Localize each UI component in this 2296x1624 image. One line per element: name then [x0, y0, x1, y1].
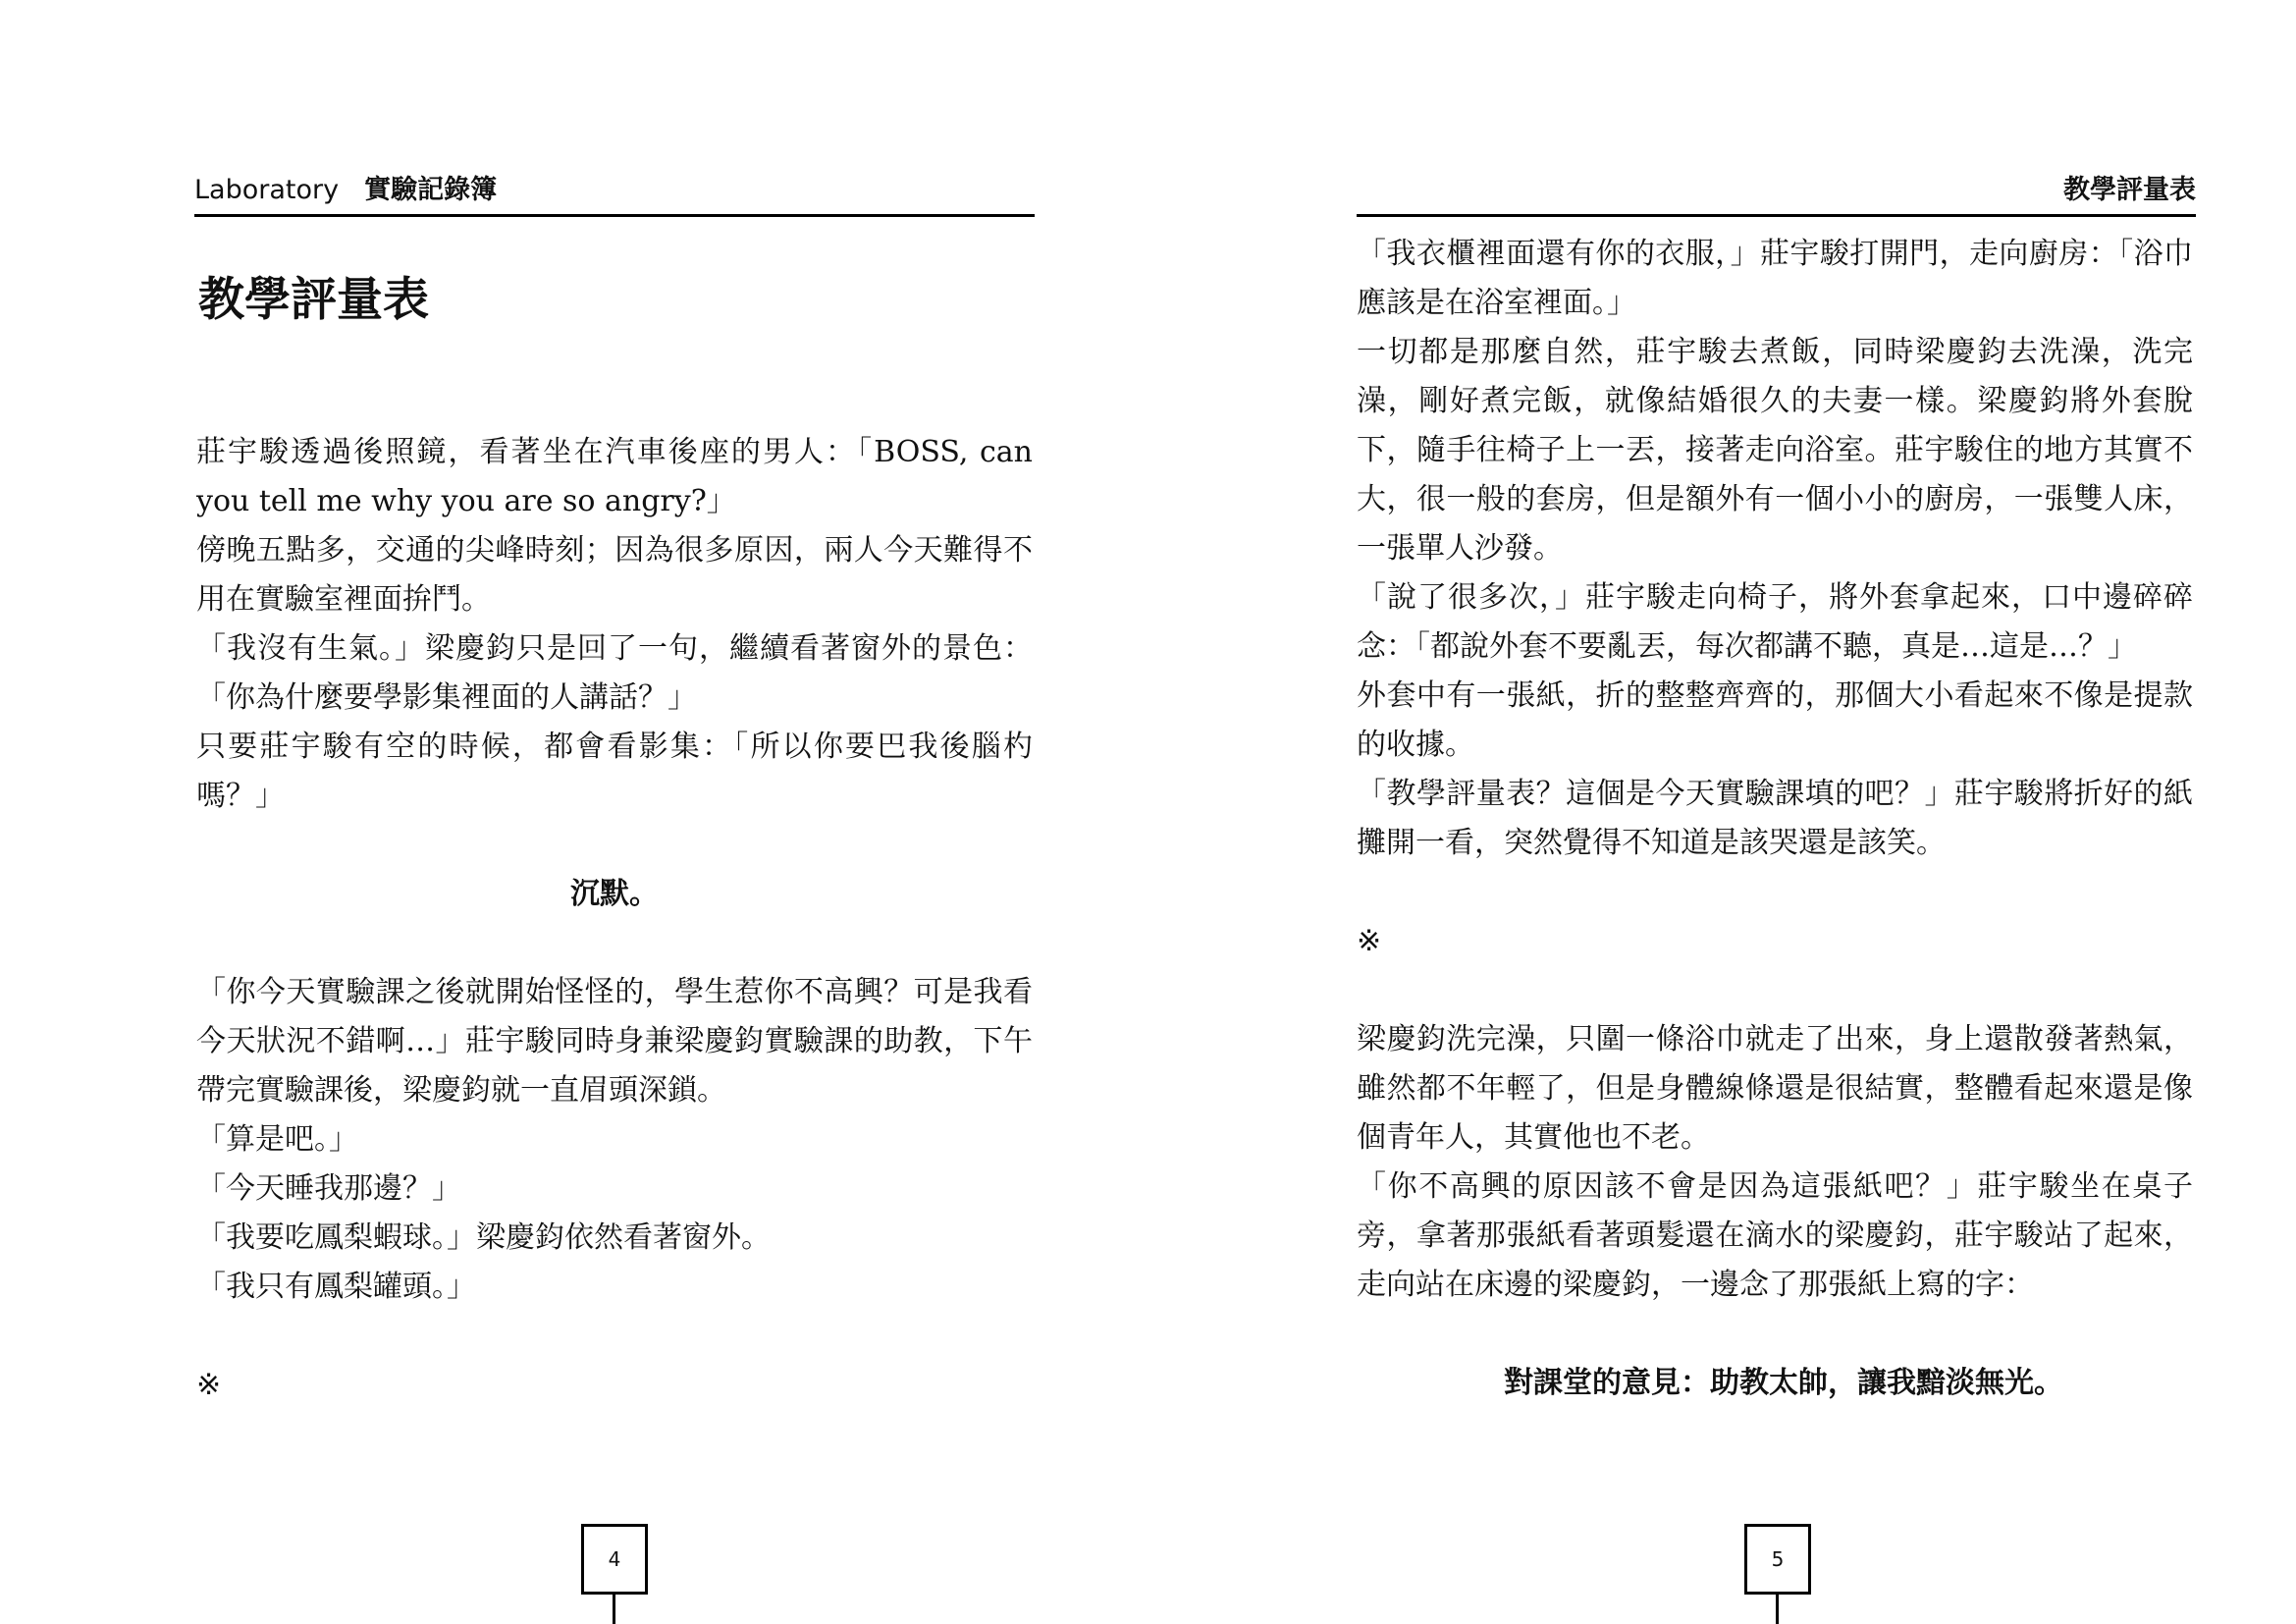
chapter-title: 教學評量表 [198, 273, 429, 327]
paragraph: 莊宇駿透過後照鏡，看著坐在汽車後座的男人：「BOSS, can you tell me why you are so angry?」 [196, 435, 1033, 518]
section-break-mark: ※ [1357, 924, 1382, 958]
paragraph: 「說了很多次，」莊宇駿走向椅子，將外套拿起來，口中邊碎碎念：「都說外套不要亂丟，每次都講不聽，真是…這是…？」 [1357, 580, 2193, 664]
paragraph: 只要莊宇駿有空的時候，都會看影集：「所以你要巴我後腦杓嗎？」 [196, 730, 1033, 813]
paragraph: 「算是吧。」 [196, 1122, 358, 1157]
emphasis-line: 沉默。 [570, 877, 659, 911]
paragraph: 外套中有一張紙，折的整整齊齊的，那個大小看起來不像是提款的收據。 [1357, 678, 2193, 762]
page-number: 4 [581, 1524, 648, 1595]
book-title: 實驗記錄簿 [364, 175, 498, 205]
paragraph: 「你不高興的原因該不會是因為這張紙吧？」莊宇駿坐在桌子旁，拿著那張紙看著頭髮還在滴水的梁慶鈞，莊宇駿站了起來，走向站在床邊的梁慶鈞，一邊念了那張紙上寫的字： [1357, 1169, 2193, 1302]
chapter-running-title: 教學評量表 [2063, 175, 2196, 205]
paragraph: 「教學評量表？這個是今天實驗課填的吧？」莊宇駿將折好的紙攤開一看，突然覺得不知道是該哭還是該笑。 [1357, 777, 2193, 860]
right-page [1148, 0, 2296, 1624]
paragraph: 「今天睡我那邊？」 [196, 1171, 461, 1206]
page-number-stem [1776, 1595, 1779, 1624]
paragraph: 「我衣櫃裡面還有你的衣服，」莊宇駿打開門，走向廚房：「浴巾應該是在浴室裡面。」 [1357, 237, 2193, 320]
paragraph-gap [1357, 868, 2193, 917]
section-break-mark: ※ [196, 1368, 222, 1402]
running-header-left [194, 171, 1035, 217]
paragraph: 一切都是那麼自然，莊宇駿去煮飯，同時梁慶鈞去洗澡，洗完澡，剛好煮完飯，就像結婚很久的夫妻一樣。梁慶鈞將外套脫下，隨手往椅子上一丟，接著走向浴室。莊宇駿住的地方其實不大，很一般的套房，但是額外有一個小小的廚房，一張雙人床，一張單人沙發。 [1357, 335, 2193, 566]
paragraph: 梁慶鈞洗完澡，只圍一條浴巾就走了出來，身上還散發著熱氣，雖然都不年輕了，但是身體線條還是很結實，整體看起來還是像個青年人，其實他也不老。 [1357, 1022, 2193, 1155]
paragraph-gap [196, 821, 1033, 870]
paragraph-gap [1357, 1310, 2193, 1359]
paragraph: 「我要吃鳳梨蝦球。」梁慶鈞依然看著窗外。 [196, 1220, 771, 1255]
emphasis-line: 對課堂的意見：助教太帥，讓我黯淡無光。 [1504, 1366, 2063, 1400]
running-header-right [1357, 171, 2196, 217]
right-body-text [1357, 230, 2193, 1408]
paragraph-gap [196, 1312, 1033, 1361]
paragraph: 「我沒有生氣。」梁慶鈞只是回了一句，繼續看著窗外的景色：「你為什麼要學影集裡面的人講話？」 [196, 631, 1033, 715]
left-body-text [196, 428, 1033, 1410]
paragraph: 「你今天實驗課之後就開始怪怪的，學生惹你不高興？可是我看今天狀況不錯啊…」莊宇駿同時身兼梁慶鈞實驗課的助教，下午帶完實驗課後，梁慶鈞就一直眉頭深鎖。 [196, 975, 1033, 1108]
paragraph: 「我只有鳳梨罐頭。」 [196, 1270, 476, 1304]
paragraph-gap [1357, 966, 2193, 1015]
page-number-stem [613, 1595, 615, 1624]
paragraph-gap [196, 919, 1033, 968]
paragraph: 傍晚五點多，交通的尖峰時刻；因為很多原因，兩人今天難得不用在實驗室裡面拚鬥。 [196, 533, 1033, 617]
page-number: 5 [1744, 1524, 1811, 1595]
book-name: Laboratory [194, 175, 340, 205]
